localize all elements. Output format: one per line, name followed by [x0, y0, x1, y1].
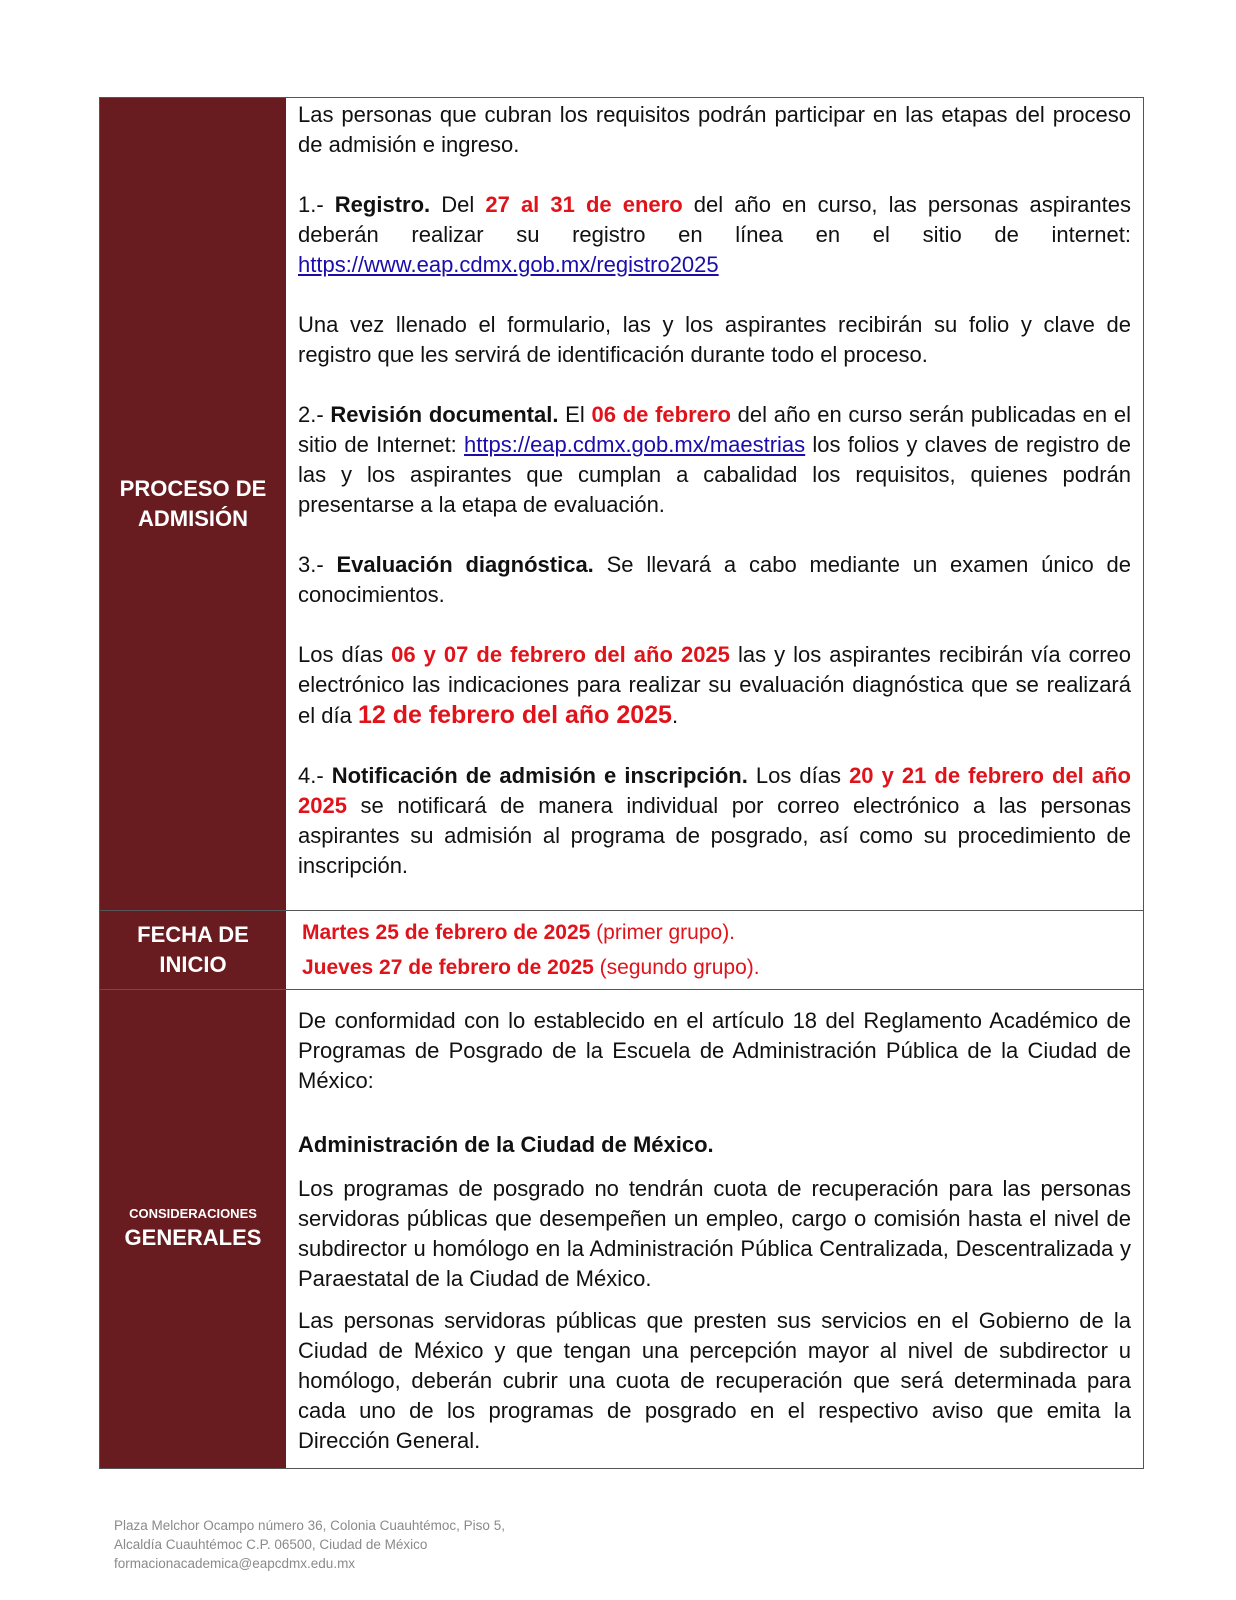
- admission-intro: Las personas que cubran los requisitos podrán participar en las etapas del proceso de admisión e ingreso.: [298, 102, 1131, 157]
- admission-process-label: [100, 98, 286, 910]
- step-admission-notification: [298, 761, 1131, 881]
- group1-date: Martes 25 de febrero de 2025: [302, 921, 591, 944]
- general-considerations-label: [100, 990, 286, 1468]
- step2-date: 06 de febrero: [591, 402, 731, 427]
- start-date-label: [100, 911, 286, 989]
- general-considerations-content: [286, 990, 1143, 1468]
- step2-prefix: 2.-: [298, 402, 331, 427]
- start-date-content: [286, 911, 1143, 989]
- row-general-considerations: [100, 989, 1143, 1468]
- group1-label: (primer grupo).: [590, 921, 736, 944]
- registration-note: Una vez llenado el formulario, las y los aspirantes recibirán su folio y clave de registro que les servirá de identificación durante todo el proceso.: [298, 312, 1131, 367]
- info-table: [99, 97, 1144, 1469]
- step2-title: Revisión documental.: [330, 402, 559, 427]
- step1-title: Registro.: [334, 192, 431, 217]
- step2-text-c: los folios y claves de registro de las y los aspirantes que cumplan a cabalidad los requisitos, quienes podrán presentarse a la etapa de evaluación.: [298, 432, 1131, 517]
- row-start-date: [100, 910, 1143, 989]
- eval-text-b: las y los aspirantes recibirán vía correo electrónico las indicaciones para realizar su evaluación diagnóstica que se realizará el día: [298, 642, 1131, 728]
- step1-text-b: del año en curso, las personas aspirantes deberán realizar su registro en línea en el sitio de internet:: [298, 192, 1131, 247]
- page-footer: [114, 1516, 505, 1573]
- step4-dates: 20 y 21 de febrero del año 2025: [298, 763, 1131, 818]
- considerations-intro: De conformidad con lo establecido en el artículo 18 del Reglamento Académico de Programas de Posgrado de la Escuela de Administración Pública de la Ciudad de México:: [298, 1008, 1131, 1093]
- step-registration: [298, 190, 1131, 280]
- step-document-review: [298, 400, 1131, 520]
- step1-prefix: 1.-: [298, 192, 335, 217]
- eval-text-a: Los días: [298, 642, 392, 667]
- eval-instructions-dates: 06 y 07 de febrero del año 2025: [391, 642, 730, 667]
- step-diagnostic-evaluation: [298, 550, 1131, 610]
- considerations-label-small: CONSIDERACIONES: [129, 1206, 257, 1221]
- registration-link[interactable]: https://www.eap.cdmx.gob.mx/registro2025: [298, 252, 719, 277]
- group2-label: (segundo grupo).: [593, 956, 760, 979]
- admission-process-content: [286, 98, 1143, 910]
- step4-title: Notificación de admisión e inscripción.: [331, 763, 748, 788]
- eval-text-c: .: [671, 703, 679, 728]
- step4-text-b: se notificará de manera individual por correo electrónico a las personas aspirantes su admisión al programa de posgrado, así como su procedimiento de inscripción.: [298, 793, 1131, 878]
- footer-email: formacionacademica@eapcdmx.edu.mx: [114, 1556, 356, 1571]
- admission-label-line1: PROCESO DE: [119, 476, 267, 501]
- step2-text-b: del año en curso serán publicadas en el sitio de Internet:: [298, 402, 1131, 457]
- step1-text-a: Del: [430, 192, 486, 217]
- step4-text-a: Los días: [747, 763, 850, 788]
- footer-address-line2: Alcaldía Cuauhtémoc C.P. 06500, Ciudad de México: [114, 1537, 428, 1552]
- step3-prefix: 3.-: [298, 552, 337, 577]
- admission-label-line2: ADMISIÓN: [138, 506, 248, 531]
- row-admission-process: [100, 98, 1143, 910]
- considerations-heading: Administración de la Ciudad de México.: [298, 1132, 714, 1157]
- step3-title: Evaluación diagnóstica.: [336, 552, 594, 577]
- start-label-line2: INICIO: [159, 952, 227, 977]
- considerations-label-big: GENERALES: [124, 1225, 262, 1250]
- masters-link[interactable]: https://eap.cdmx.gob.mx/maestrias: [464, 432, 806, 457]
- eval-exam-date: 12 de febrero del año 2025: [357, 701, 672, 729]
- group2-date: Jueves 27 de febrero de 2025: [302, 956, 594, 979]
- step2-text-a: El: [558, 402, 592, 427]
- step4-prefix: 4.-: [298, 763, 332, 788]
- step1-dates: 27 al 31 de enero: [485, 192, 683, 217]
- step3-text: Se llevará a cabo mediante un examen único de conocimientos.: [298, 552, 1131, 607]
- considerations-para2: Las personas servidoras públicas que presten sus servicios en el Gobierno de la Ciudad de México y que tengan una percepción mayor al nivel de subdirector u homólogo, deberán cubrir una cuota de recuperación que será determinada para cada uno de los programas de posgrado en el respectivo aviso que emita la Dirección General.: [298, 1308, 1131, 1453]
- considerations-para1: Los programas de posgrado no tendrán cuota de recuperación para las personas servidoras públicas que desempeñen un empleo, cargo o comisión hasta el nivel de subdirector u homólogo en la Administración Pública Centralizada, Descentralizada y Paraestatal de la Ciudad de México.: [298, 1176, 1131, 1291]
- evaluation-note: [298, 640, 1131, 731]
- start-date-group1: [302, 915, 1131, 950]
- start-date-group2: [302, 950, 1131, 985]
- start-label-line1: FECHA DE: [137, 922, 249, 947]
- footer-address-line1: Plaza Melchor Ocampo número 36, Colonia Cuauhtémoc, Piso 5,: [114, 1518, 505, 1533]
